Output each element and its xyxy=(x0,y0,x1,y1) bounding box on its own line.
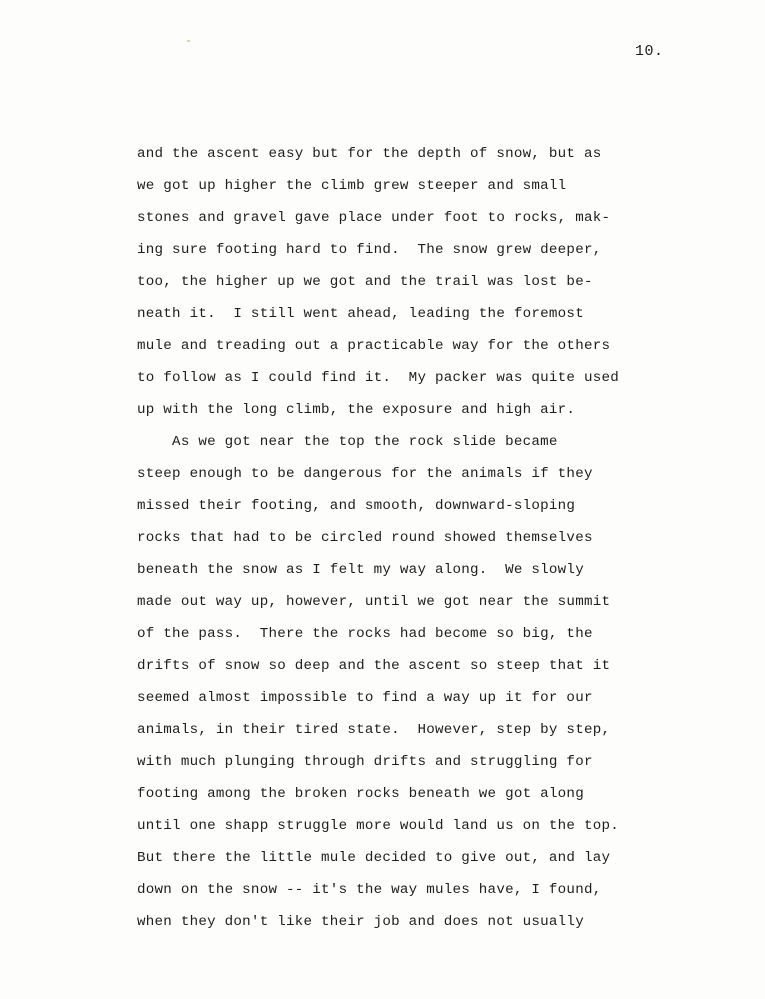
text-line: drifts of snow so deep and the ascent so steep that it xyxy=(137,658,611,674)
text-line: until one shapp struggle more would land us on the top. xyxy=(137,818,620,834)
text-line: rocks that had to be circled round showed themselves xyxy=(137,530,593,546)
text-line: and the ascent easy but for the depth of snow, but as xyxy=(137,146,602,162)
text-line: neath it. I still went ahead, leading the foremost xyxy=(137,306,584,322)
paper-speck xyxy=(187,40,190,42)
text-line: beneath the snow as I felt my way along. We slowly xyxy=(137,562,584,578)
text-line: seemed almost impossible to find a way up it for our xyxy=(137,690,593,706)
text-line: with much plunging through drifts and struggling for xyxy=(137,754,593,770)
text-line: missed their footing, and smooth, downward-sloping xyxy=(137,498,576,514)
text-line: steep enough to be dangerous for the animals if they xyxy=(137,466,593,482)
text-line: when they don't like their job and does not usually xyxy=(137,914,584,930)
text-line: mule and treading out a practicable way for the others xyxy=(137,338,611,354)
body-text xyxy=(137,138,697,938)
text-line: animals, in their tired state. However, step by step, xyxy=(137,722,611,738)
text-line: footing among the broken rocks beneath we got along xyxy=(137,786,584,802)
text-line: But there the little mule decided to give out, and lay xyxy=(137,850,611,866)
text-line: down on the snow -- it's the way mules have, I found, xyxy=(137,882,602,898)
text-line: to follow as I could find it. My packer was quite used xyxy=(137,370,620,386)
text-line: we got up higher the climb grew steeper and small xyxy=(137,178,567,194)
text-line: of the pass. There the rocks had become so big, the xyxy=(137,626,593,642)
text-line: up with the long climb, the exposure and high air. xyxy=(137,402,576,418)
page-number: 10. xyxy=(635,43,664,60)
text-line: too, the higher up we got and the trail was lost be- xyxy=(137,274,593,290)
text-line: As we got near the top the rock slide became xyxy=(137,434,558,450)
text-line: made out way up, however, until we got near the summit xyxy=(137,594,611,610)
text-line: stones and gravel gave place under foot to rocks, mak- xyxy=(137,210,611,226)
text-line: ing sure footing hard to find. The snow grew deeper, xyxy=(137,242,602,258)
